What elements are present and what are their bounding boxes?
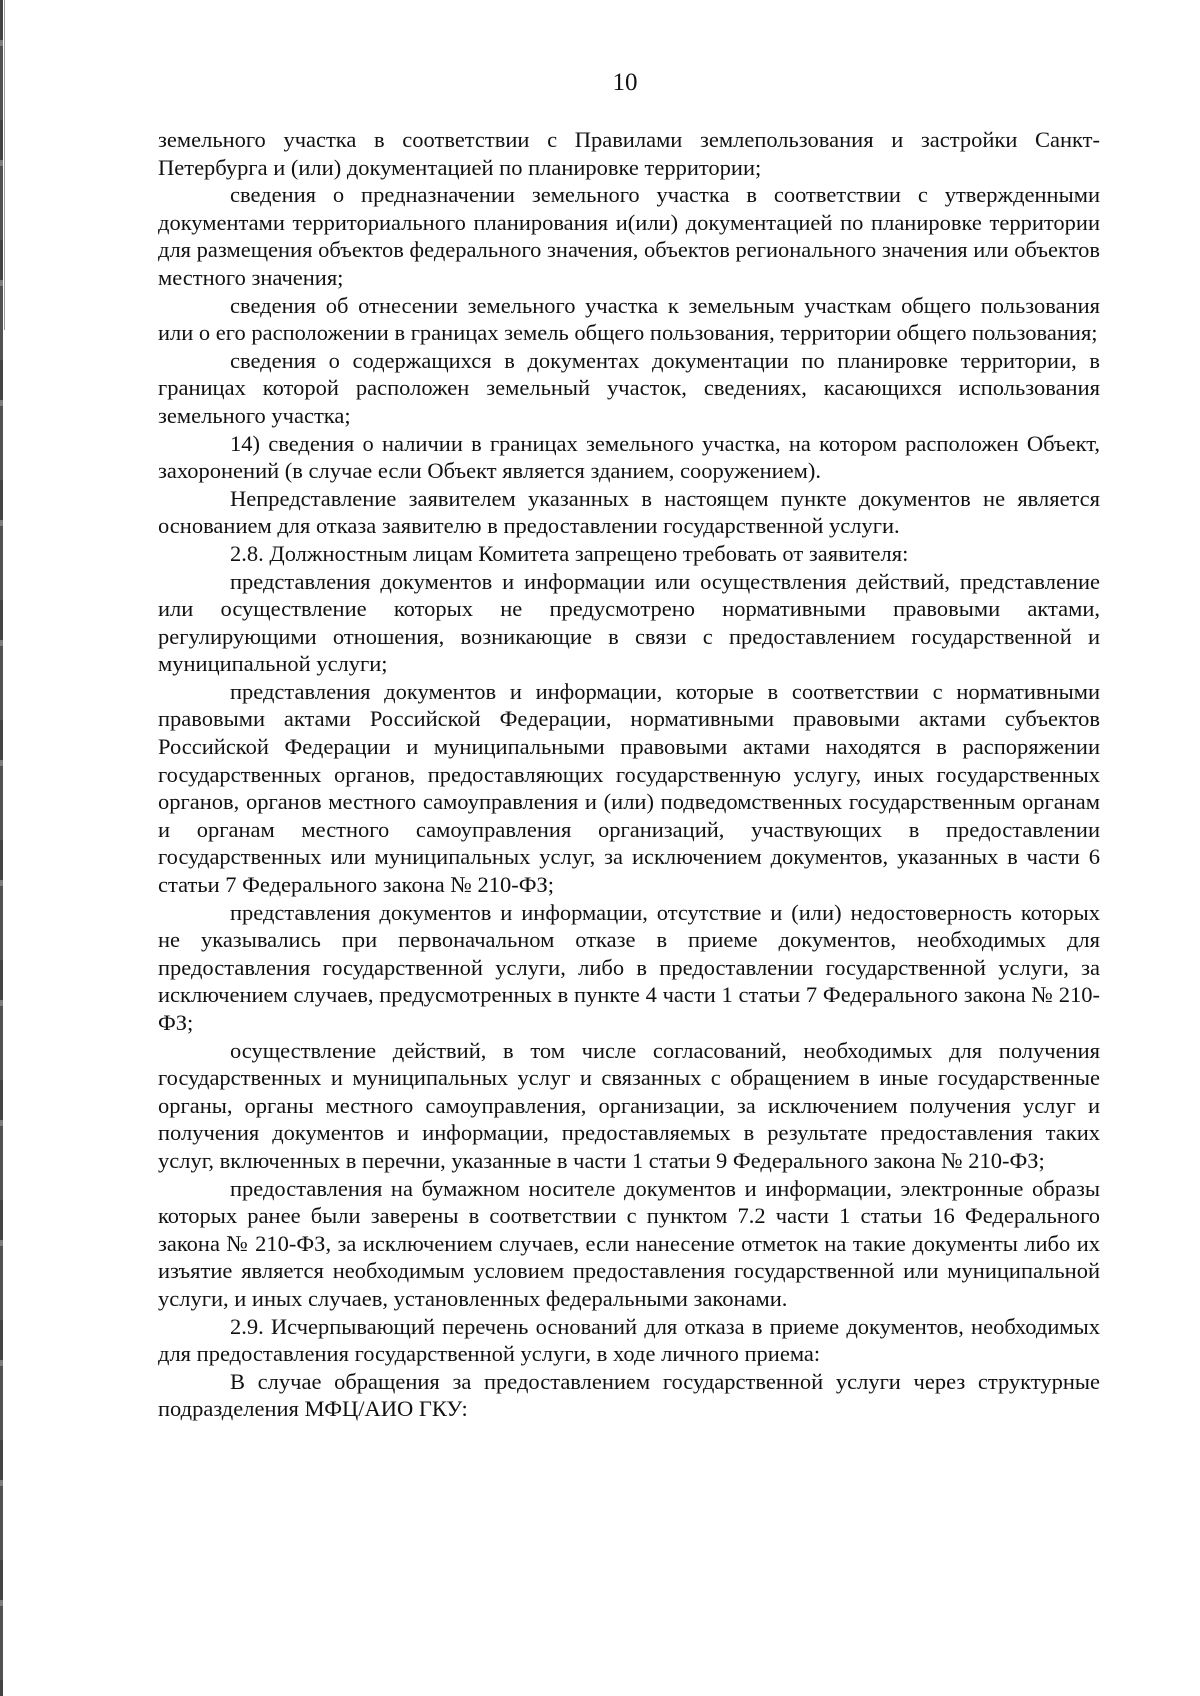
paragraph-14: В случае обращения за предоставлением государственной услуги через структурные подразделения МФЦ/АИО ГКУ: [158, 1368, 1100, 1422]
paragraph-8: представления документов и информации или осуществления действий, представление или осуществление которых не предусмотрено нормативными правовыми актами, регулирующими отношения, возникающие в связи с предоставлением государственной и муниципальной услуги; [158, 568, 1100, 677]
scan-edge-line-secondary [4, 0, 5, 330]
body-text [158, 126, 1100, 1423]
paragraph-1: земельного участка в соответствии с Правилами землепользования и застройки Санкт-Петербурга и (или) документацией по планировке территории; [158, 127, 1100, 180]
paragraph-7: 2.8. Должностным лицам Комитета запрещено требовать от заявителя: [230, 540, 909, 566]
paragraph-4: сведения о содержащихся в документах документации по планировке территории, в границах которой расположен земельный участок, сведениях, касающихся использования земельного участка; [158, 347, 1100, 428]
page-number: 10 [612, 69, 638, 96]
paragraph-10: представления документов и информации, отсутствие и (или) недостоверность которых не указывались при первоначальном отказе в приеме документов, необходимых для предоставления государственной услуги, либо в предоставлении государственной услуги, за исключением случаев, предусмотренных в пункте 4 части 1 статьи 7 Федерального закона № 210-ФЗ; [158, 899, 1100, 1035]
paragraph-6: Непредставление заявителем указанных в настоящем пункте документов не является основанием для отказа заявителю в предоставлении государственной услуги. [158, 485, 1100, 539]
paragraph-11: осуществление действий, в том числе согласований, необходимых для получения государственных и муниципальных услуг и связанных с обращением в иные государственные органы, органы местного самоуправления, организации, за исключением получения услуг и получения документов и информации, предоставляемых в результате предоставления таких услуг, включенных в перечни, указанные в части 1 статьи 9 Федерального закона № 210-ФЗ; [158, 1037, 1100, 1173]
paragraph-9: представления документов и информации, которые в соответствии с нормативными правовыми актами Российской Федерации, нормативными правовыми актами субъектов Российской Федерации и муниципальными правовыми актами находятся в распоряжении государственных органов, предоставляющих государственную услугу, иных государственных органов, органов местного самоуправления и (или) подведомственных государственным органам и органам местного самоуправления организаций, участвующих в предоставлении государственных или муниципальных услуг, за исключением документов, указанных в части 6 статьи 7 Федерального закона № 210-ФЗ; [158, 678, 1100, 898]
paragraph-13: 2.9. Исчерпывающий перечень оснований для отказа в приеме документов, необходимых для предоставления государственной услуги, в ходе личного приема: [158, 1313, 1100, 1367]
paragraph-12: предоставления на бумажном носителе документов и информации, электронные образы которых ранее были заверены в соответствии с пунктом 7.2 части 1 статьи 16 Федерального закона № 210-ФЗ, за исключением случаев, если нанесение отметок на такие документы либо их изъятие является необходимым условием предоставления государственной или муниципальной услуги, и иных случаев, установленных федеральными законами. [158, 1175, 1100, 1311]
paragraph-2: сведения о предназначении земельного участка в соответствии с утвержденными документами территориального планирования и(или) документацией по планировке территории для размещения объектов федерального значения, объектов регионального значения или объектов местного значения; [158, 182, 1100, 290]
paragraph-5: 14) сведения о наличии в границах земельного участка, на котором расположен Объект, захоронений (в случае если Объект является зданием, сооружением). [158, 430, 1100, 484]
scan-edge-line [0, 0, 3, 1696]
paragraph-3: сведения об отнесении земельного участка к земельным участкам общего пользования или о его расположении в границах земель общего пользования, территории общего пользования; [158, 292, 1100, 346]
